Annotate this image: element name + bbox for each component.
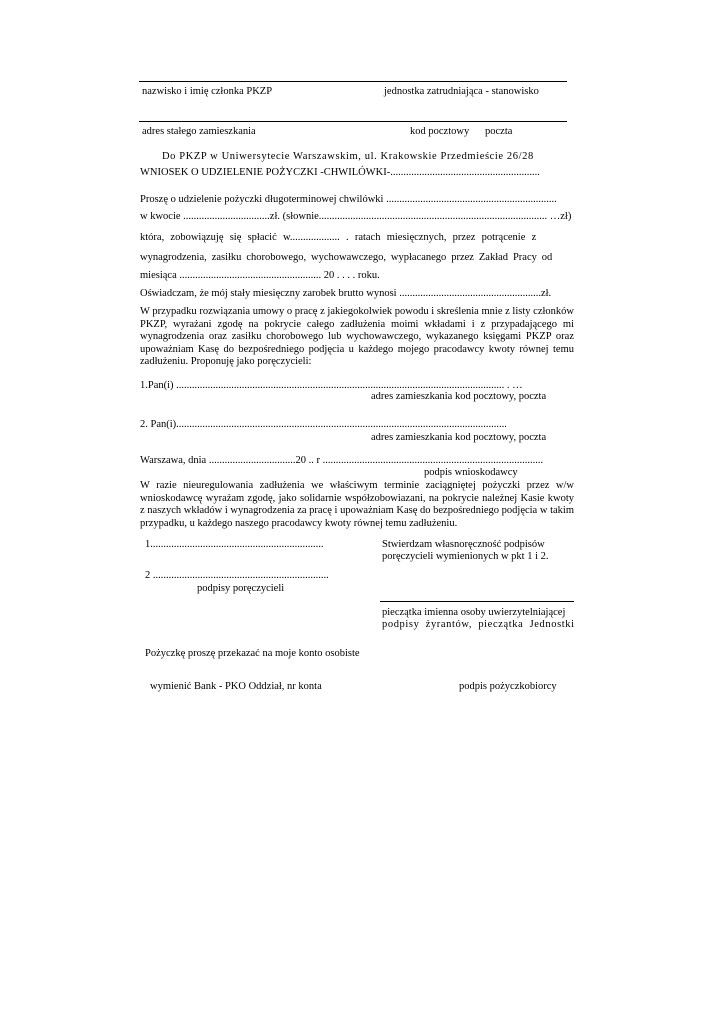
- default-clause: W razie nieuregulowania zadłużenia we właściwym terminie zaciągniętej pożyczki przez w/w wnioskodawcę wyrażam zgodę, jako solidarnie współzobowiazani, na pokrycie należnej Kasie kwoty z naszych wkładów i wynagrodzenia za pracę i upoważniam Kasę do bezpośredniego podjęcia w takim przypadku, u każdego naszego pracodawcy kwoty równej temu zadłużeniu.: [140, 480, 574, 529]
- guarantor-signature-2: 2 ...................................................................: [145, 570, 329, 581]
- application-title: WNIOSEK O UDZIELENIE POŻYCZKI -CHWILÓWKI-.........................................................: [140, 167, 540, 178]
- borrower-signature-label: podpis pożyczkobiorcy: [459, 681, 557, 692]
- salary-declaration: Oświadczam, że mój stały miesięczny zarobek brutto wynosi ......................................................zł.: [140, 288, 552, 299]
- bank-account-label: wymienić Bank - PKO Oddział, nr konta: [150, 681, 322, 692]
- guarantor-2-line: 2. Pan(i)..............................................................................................................................: [140, 419, 507, 430]
- address-line: [139, 121, 567, 122]
- request-line-amount: w kwocie .................................zł. (słownie....................................................................................... …zł): [140, 211, 572, 222]
- certification-line-2: poręczycieli wymienionych w pkt 1 i 2.: [382, 551, 549, 562]
- member-name-label: nazwisko i imię członka PKZP: [142, 86, 273, 97]
- guarantor-signature-1: 1..................................................................: [145, 539, 324, 550]
- stamp-line-1: pieczątka imienna osoby uwierzytelniającej: [382, 607, 566, 618]
- applicant-signature-label: podpis wnioskodawcy: [424, 467, 518, 478]
- certification-line-1: Stwierdzam własnoręczność podpisów: [382, 539, 545, 550]
- guarantor-1-caption: adres zamieszkania kod pocztowy, poczta: [371, 391, 547, 402]
- request-line-installments: która, zobowiązuję się spłacić w................... . ratach miesięcznych, przez potrącenie z: [140, 232, 537, 243]
- guarantor-1-line: 1.Pan(i) ............................................................................................................................. . …: [140, 380, 523, 391]
- termination-clause: W przypadku rozwiązania umowy o pracę z jakiegokolwiek powodu i skreślenia mnie z listy członków PKZP, wyrażani zgodę na pokrycie całego zadłużenia moimi wkładami i z przypadającego mi wynagrodzenia oraz zasiłku chorobowego lub wychowawczego, wykazanego księgami PKZP oraz upoważniam Kasę do bezpośredniego podjęcia u każdego mojego pracodawcy kwoty równej temu zadłużeniu. Proponuję jako poręczycieli:: [140, 306, 574, 367]
- employer-label: jednostka zatrudniająca - stanowisko: [384, 86, 539, 97]
- city-label: poczta: [485, 126, 513, 137]
- guarantor-2-caption: adres zamieszkania kod pocztowy, poczta: [371, 432, 547, 443]
- postal-code-label: kod pocztowy: [410, 126, 470, 137]
- addressee: Do PKZP w Uniwersytecie Warszawskim, ul. Krakowskie Przedmieście 26/28: [162, 151, 534, 162]
- stamp-line-2: podpisy żyrantów, pieczątka Jednostki: [382, 619, 575, 630]
- guarantor-signatures-label: podpisy poręczycieli: [197, 583, 285, 594]
- transfer-request: Pożyczkę proszę przekazać na moje konto osobiste: [145, 648, 360, 659]
- request-line-month: miesiąca ...................................................... 20 . . . . roku.: [140, 270, 380, 281]
- request-line-deduction: wynagrodzenia, zasiłku chorobowego, wychowawczego, wypłacanego przez Zakład Pracy od: [140, 252, 553, 263]
- date-line: Warszawa, dnia .................................20 .. r ....................................................................................: [140, 455, 544, 466]
- stamp-signature-line: [380, 601, 574, 602]
- member-name-line: [139, 81, 567, 82]
- address-label: adres stałego zamieszkania: [142, 126, 256, 137]
- request-line-type: Proszę o udzielenie pożyczki długoterminowej chwilówki .................................................................: [140, 194, 557, 205]
